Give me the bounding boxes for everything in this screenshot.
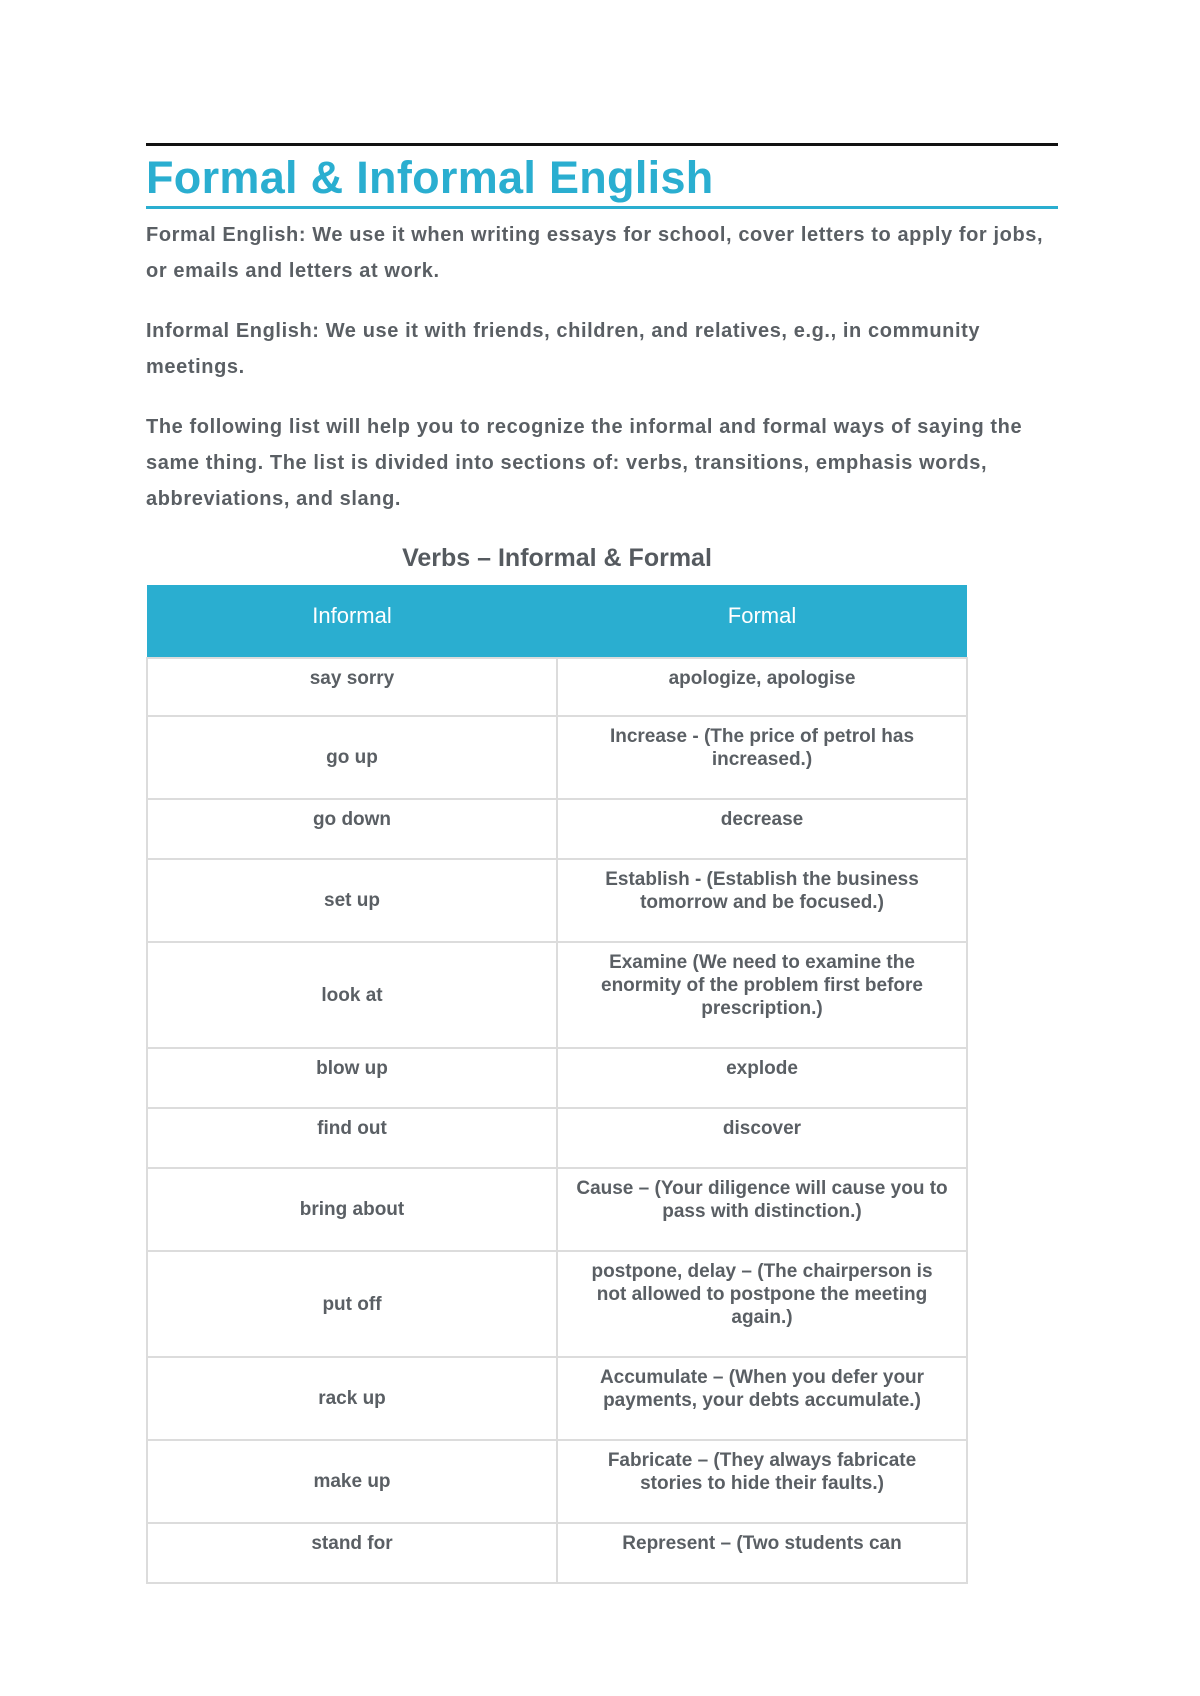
table-row	[147, 1168, 967, 1251]
formal-cell: Represent – (Two students can	[557, 1523, 967, 1583]
formal-cell: Establish - (Establish the business tomorrow and be focused.)	[557, 859, 967, 942]
formal-cell: Fabricate – (They always fabricate stories to hide their faults.)	[557, 1440, 967, 1523]
paragraph-list-intro: The following list will help you to recognize the informal and formal ways of saying the same thing. The list is divided into sections of: verbs, transitions, emphasis words, abbreviations, and slang.	[146, 416, 1023, 510]
table-row	[147, 1048, 967, 1108]
informal-cell: look at	[147, 942, 557, 1048]
formal-cell: Cause – (Your diligence will cause you to pass with distinction.)	[557, 1168, 967, 1251]
verbs-table	[146, 585, 968, 1584]
informal-cell: make up	[147, 1440, 557, 1523]
paragraph-informal-english: Informal English: We use it with friends, children, and relatives, e.g., in community meetings.	[146, 320, 981, 378]
table-row	[147, 799, 967, 859]
table-row	[147, 1523, 967, 1583]
document-title: Formal & Informal English	[146, 152, 714, 203]
table-row	[147, 658, 967, 716]
table-row	[147, 859, 967, 942]
table-row	[147, 942, 967, 1048]
informal-cell: blow up	[147, 1048, 557, 1108]
informal-cell: rack up	[147, 1357, 557, 1440]
formal-cell: apologize, apologise	[557, 658, 967, 716]
verbs-table-heading: Verbs – Informal & Formal	[402, 544, 712, 572]
informal-cell: say sorry	[147, 658, 557, 716]
paragraph-formal-english: Formal English: We use it when writing essays for school, cover letters to apply for jobs, or emails and letters at work.	[146, 224, 1044, 282]
informal-cell: go up	[147, 716, 557, 799]
top-rule	[146, 143, 1058, 146]
informal-cell: stand for	[147, 1523, 557, 1583]
formal-cell: decrease	[557, 799, 967, 859]
informal-cell: set up	[147, 859, 557, 942]
formal-cell: discover	[557, 1108, 967, 1168]
column-header-informal: Informal	[147, 585, 557, 658]
table-row	[147, 1251, 967, 1357]
table-row	[147, 1357, 967, 1440]
informal-cell: find out	[147, 1108, 557, 1168]
formal-cell: postpone, delay – (The chairperson is not allowed to postpone the meeting again.)	[557, 1251, 967, 1357]
informal-cell: put off	[147, 1251, 557, 1357]
table-row	[147, 1440, 967, 1523]
informal-cell: bring about	[147, 1168, 557, 1251]
informal-cell: go down	[147, 799, 557, 859]
table-row	[147, 716, 967, 799]
formal-cell: Accumulate – (When you defer your payments, your debts accumulate.)	[557, 1357, 967, 1440]
formal-cell: Examine (We need to examine the enormity of the problem first before prescription.)	[557, 942, 967, 1048]
formal-cell: explode	[557, 1048, 967, 1108]
title-underline	[146, 206, 1058, 209]
document-page	[146, 143, 1058, 1584]
formal-cell: Increase - (The price of petrol has increased.)	[557, 716, 967, 799]
table-header-row	[147, 585, 967, 658]
column-header-formal: Formal	[557, 585, 967, 658]
table-row	[147, 1108, 967, 1168]
